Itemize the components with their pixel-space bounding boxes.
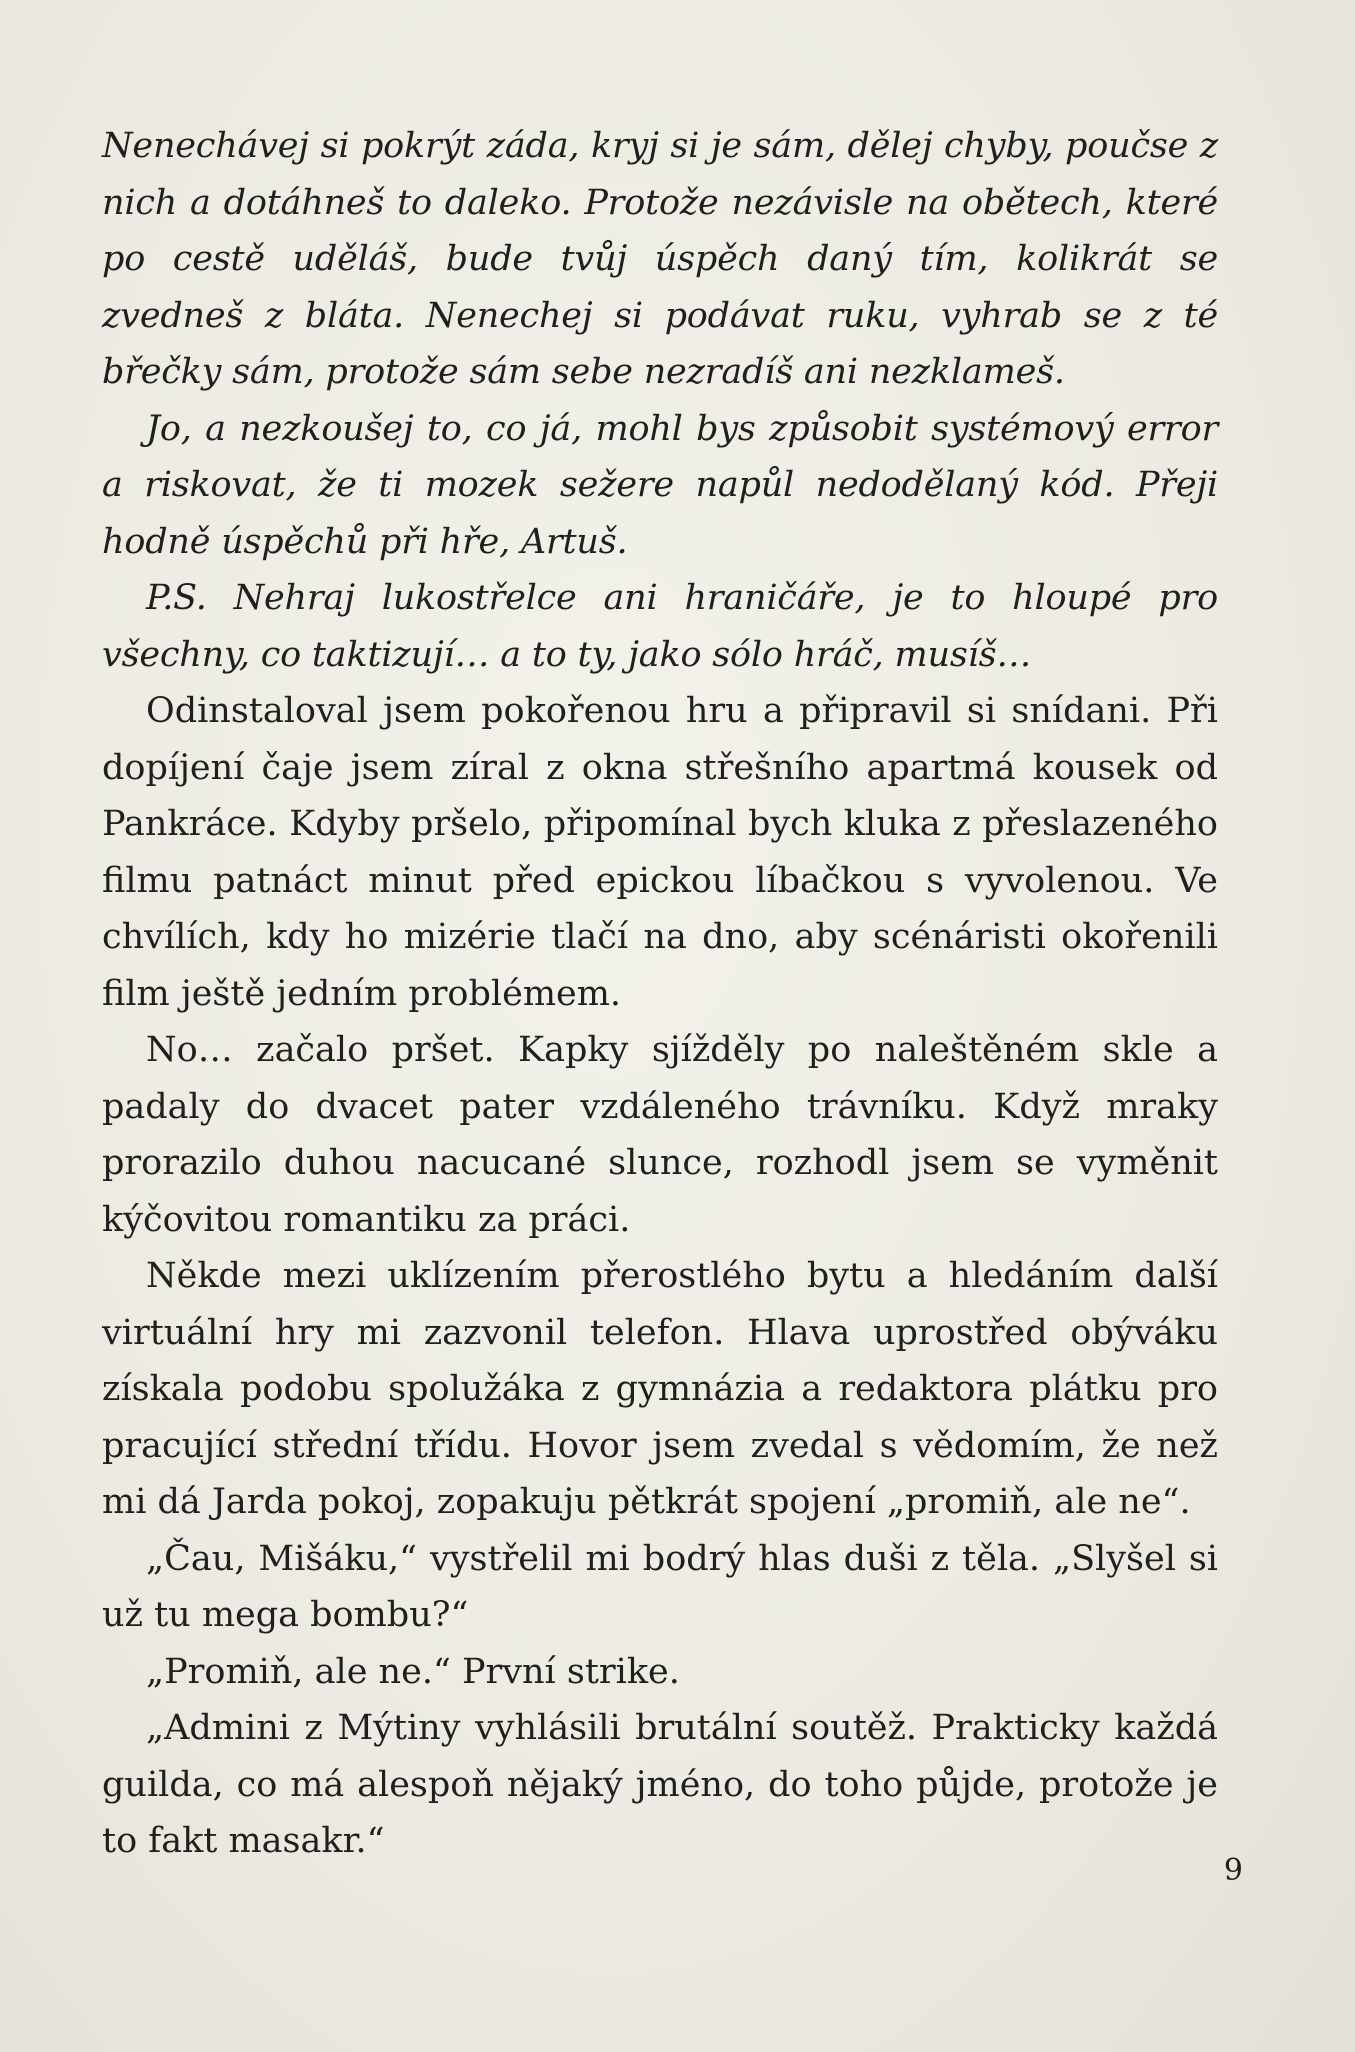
paragraph-dialogue-2: „Promiň, ale ne.“ První strike. [146, 1651, 680, 1692]
paragraph-dialogue-3: „Admini z Mýtiny vyhlásili brutální soutěž. Prakticky každá guilda, co má alespoň nějaký jméno, do toho půjde, protože je to fakt masakr.“ [102, 1708, 1218, 1861]
paragraph-dialogue-1: „Čau, Mišáku,“ vystřelil mi bodrý hlas duši z těla. „Slyšel si už tu mega bombu?“ [102, 1538, 1218, 1635]
page-number: 9 [1223, 1853, 1243, 1888]
paragraph-postscript: P.S. Nehraj lukostřelce ani hraničáře, je to hloupé pro všechny, co taktizují… a to ty, jako sólo hráč, musíš… [102, 578, 1218, 675]
paragraph-3: Někde mezi uklízením přerostlého bytu a hledáním další virtuální hry mi zazvonil telefon. Hlava uprostřed obýváku získala podobu spolužáka z gymnázia a redaktora plátku pro pracující střední třídu. Hovor jsem zvedal s vědomím, že než mi dá Jarda pokoj, zopakuju pětkrát spojení „promiň, ale ne“. [102, 1256, 1218, 1522]
page-text [102, 118, 1218, 1870]
paragraph-1: Odinstaloval jsem pokořenou hru a připravil si snídani. Při dopíjení čaje jsem zíral z okna střešního apartmá kousek od Pankráce. Kdyby pršelo, připomínal bych kluka z přeslazeného filmu patnáct minut před epickou líbačkou s vyvolenou. Ve chvílích, kdy ho mizérie tlačí na dno, aby scénáristi okořenili film ještě jedním problémem. [102, 691, 1218, 1014]
paragraph-letter-2: Jo, a nezkoušej to, co já, mohl bys způsobit systémový error a riskovat, že ti mozek sežere napůl nedodělaný kód. Přeji hodně úspěchů při hře, Artuš. [102, 408, 1218, 562]
paragraph-2: No… začalo pršet. Kapky sjížděly po naleštěném skle a padaly do dvacet pater vzdáleného trávníku. Když mraky prorazilo duhou nacucané slunce, rozhodl jsem se vyměnit kýčovitou romantiku za práci. [102, 1030, 1218, 1240]
paragraph-letter-1: Nenechávej si pokrýt záda, kryj si je sám, dělej chyby, poučse z nich a dotáhneš to daleko. Protože nezávisle na obětech, které po cestě uděláš, bude tvůj úspěch daný tím, kolikrát se zvedneš z bláta. Nenechej si podávat ruku, vyhrab se z té břečky sám, protože sám sebe nezradíš ani nezklameš. [102, 126, 1218, 392]
